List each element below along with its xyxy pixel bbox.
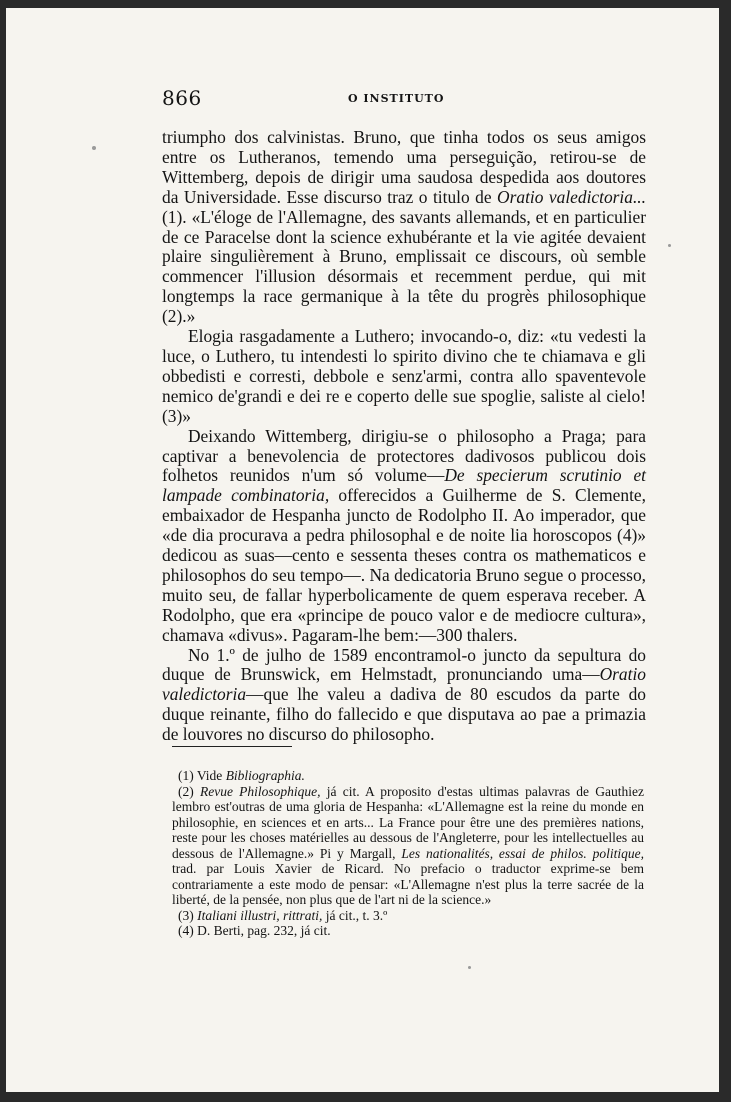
body-text (162, 128, 646, 745)
footnote: (2) Revue Philosophique, já cit. A proposito d'estas ultimas palavras de Gauthiez lembro est'outras de uma gloria de Hespanha: «L'Allemagne est la reine du monde en philosophie, en sciences et en arts... La France pour être une des premières nations, reste pour les choses matérielles au dessous de l'Angleterre, pour les intellectuelles au dessous de l'Allemagne.» Pi y Margall, Les nationalités, essai de philos. politique, trad. par Louis Xavier de Ricard. No prefacio o traductor exprime-se bem contrariamente a este modo de pensar: «L'Allemagne n'est plus la terre sacrée de la liberté, de la pensée, non plus que de l'art ni de la science.» (172, 783, 645, 907)
footnote: (4) D. Berti, pag. 232, já cit. (178, 923, 331, 938)
footnotes (172, 768, 644, 939)
paragraph: triumpho dos calvinistas. Bruno, que tinha todos os seus amigos entre os Lutheranos, temendo uma perseguição, retirou-se de Wittemberg, depois de dirigir uma saudosa despedida aos doutores da Universidade. Esse discurso traz o titulo de Oratio valedictoria... (1). «L'éloge de l'Allemagne, des savants allemands, et en particulier de ce Paracelse dont la science exhubérante et la vie agitée devaient plaire singulièrement à Bruno, emplissait ce discours, où semble commencer l'illusion désormais et recemment perdue, qui mit longtemps la race germanique à la tête du progrès philosophique (2).» (162, 127, 646, 327)
paragraph: Elogia rasgadamente a Luthero; invocando-o, diz: «tu vedesti la luce, o Luthero, tu intendesti lo spirito divino che te chiamava e gli obbedisti e corresti, debbole e senz'armi, contra allo spaventevole nemico de'grandi e dei re e coperto delle sue spoglie, saliste al cielo! (3)» (162, 326, 646, 426)
paragraph: Deixando Wittemberg, dirigiu-se o philosopho a Praga; para captivar a benevolencia de protectores dadivosos publicou dois folhetos reunidos n'um só volume—De specierum scrutinio et lampade combinatoria, offerecidos a Guilherme de S. Clemente, embaixador de Hespanha juncto de Rodolpho II. Ao imperador, que «de dia procurava a pedra philosophal e de noite lia horoscopos (4)» dedicou as suas—cento e sessenta theses contra os mathematicos e philosophos do seu tempo—. Na dedicatoria Bruno segue o processo, muito seu, de fallar hyperbolicamente de quem esperava receber. A Rodolpho, que era «principe de pouco valor e de mediocre cultura», chamava «divus». Pagaram-lhe bem:—300 thalers. (162, 425, 646, 645)
paper-speck (92, 146, 96, 150)
paper-speck (668, 244, 671, 247)
footnote: (1) Vide Bibliographia. (178, 768, 305, 783)
page-number: 866 (162, 86, 202, 110)
running-head: O INSTITUTO (348, 92, 445, 105)
page-header (162, 86, 644, 116)
paragraph: No 1.º de julho de 1589 encontramol-o juncto da sepultura do duque de Brunswick, em Helmstadt, pronunciando uma—Oratio valedictoria—que lhe valeu a dadiva de 80 escudos da parte do duque reinante, filho do fallecido e que disputava ao pae a primazia de louvores no discurso do philosopho. (162, 644, 646, 745)
footnote-divider (172, 746, 292, 747)
book-page (6, 8, 719, 1092)
paper-speck (468, 966, 471, 969)
footnote: (3) Italiani illustri, rittrati, já cit., t. 3.º (178, 907, 388, 923)
